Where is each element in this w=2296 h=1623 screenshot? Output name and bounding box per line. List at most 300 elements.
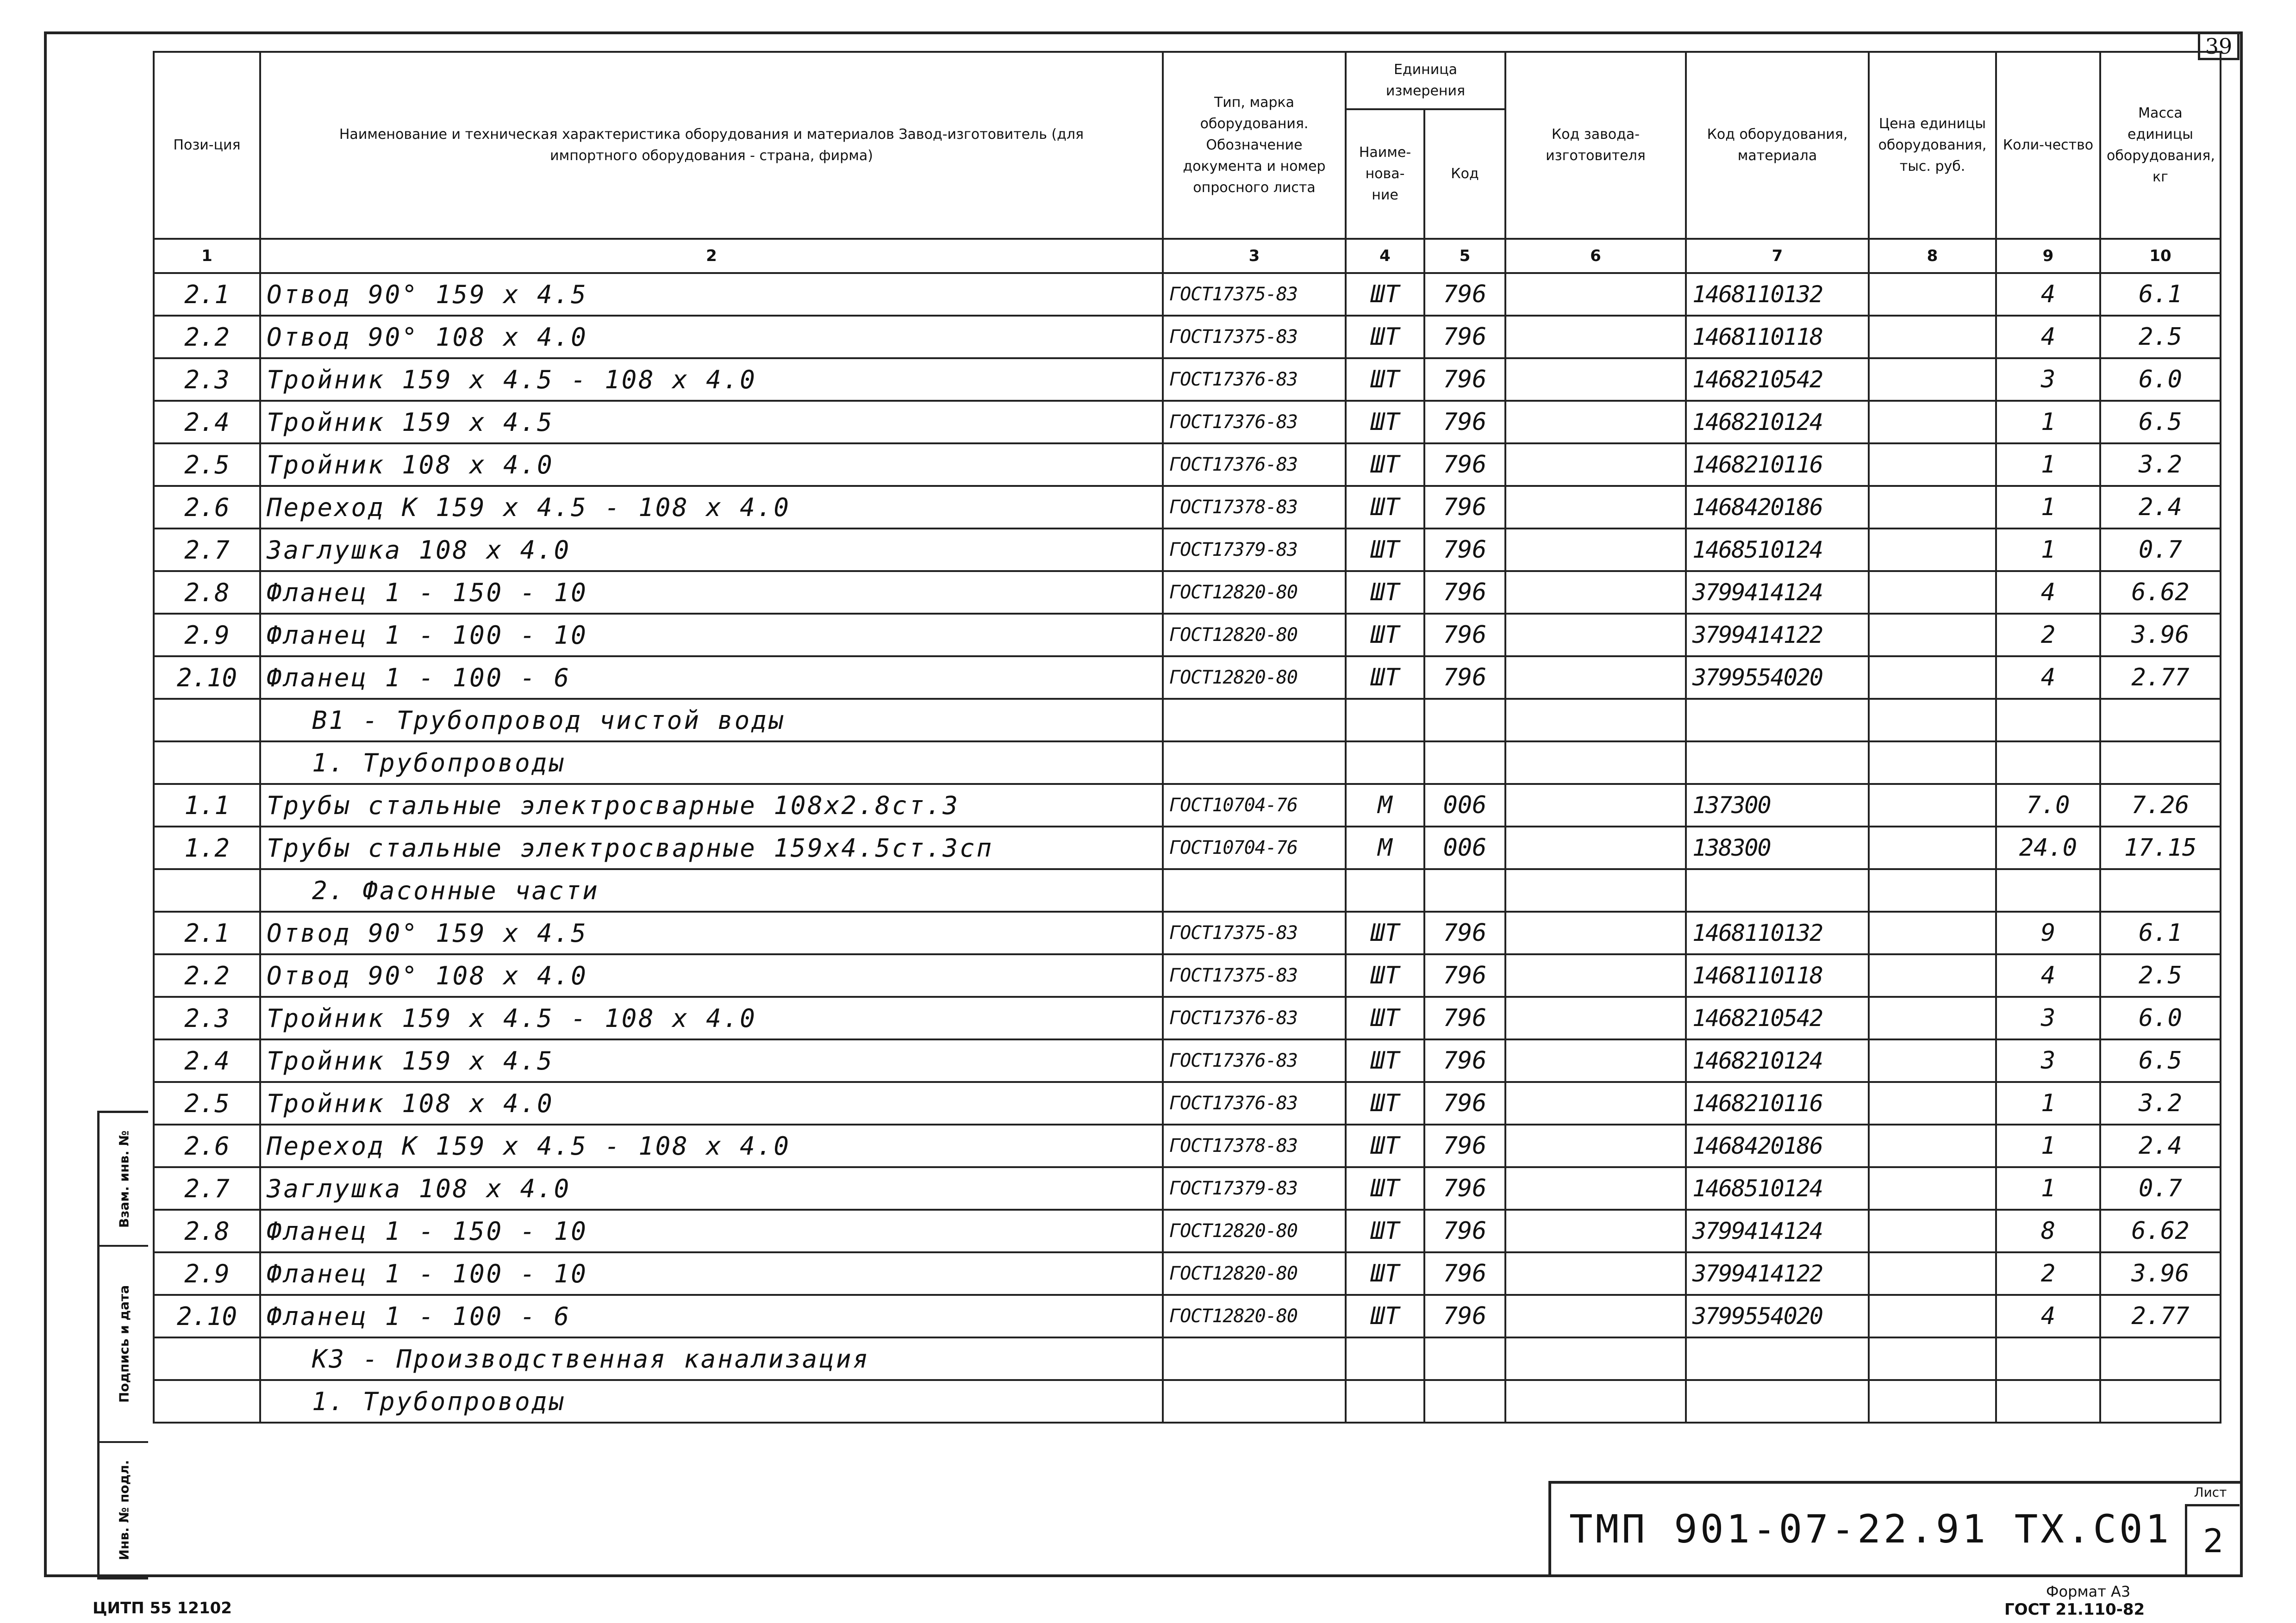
- cell-maker-code: [1505, 1380, 1686, 1423]
- table-row: [154, 358, 2221, 401]
- cell-unit: ШТ: [1346, 656, 1424, 699]
- cell-maker-code: [1505, 1039, 1686, 1082]
- cell-material-code: [1686, 869, 1869, 912]
- cell-gost: ГОСТ17375-83: [1163, 316, 1346, 358]
- cell-name: Тройник 108 х 4.0: [260, 1082, 1163, 1125]
- cell-unit-code: 796: [1424, 1082, 1505, 1125]
- section-row: [154, 1380, 2221, 1423]
- cell-unit-code: 796: [1424, 486, 1505, 529]
- cell-pos: 2.7: [154, 1167, 260, 1210]
- cell-unit-code: [1424, 869, 1505, 912]
- cell-qty: 4: [1996, 1295, 2100, 1337]
- cell-material-code: 1468110118: [1686, 954, 1869, 997]
- cell-qty: 24.0: [1996, 827, 2100, 869]
- cell-material-code: 1468210542: [1686, 358, 1869, 401]
- cell-price: [1869, 486, 1996, 529]
- column-number-row: [154, 239, 2221, 273]
- cell-unit-code: 796: [1424, 316, 1505, 358]
- cell-qty: [1996, 699, 2100, 741]
- cell-price: [1869, 316, 1996, 358]
- cell-gost: ГОСТ17379-83: [1163, 529, 1346, 571]
- cell-name: Тройник 159 х 4.5 - 108 х 4.0: [260, 997, 1163, 1039]
- cell-gost: ГОСТ17375-83: [1163, 273, 1346, 316]
- cell-maker-code: [1505, 316, 1686, 358]
- cell-unit-code: 796: [1424, 656, 1505, 699]
- binding-strip: [97, 1111, 148, 1579]
- cell-material-code: 1468210116: [1686, 1082, 1869, 1125]
- cell-name: Отвод 90° 108 х 4.0: [260, 954, 1163, 997]
- cell-mass: 6.0: [2100, 358, 2221, 401]
- cell-maker-code: [1505, 954, 1686, 997]
- cell-gost: ГОСТ17376-83: [1163, 443, 1346, 486]
- cell-qty: 4: [1996, 954, 2100, 997]
- cell-unit-code: 796: [1424, 1295, 1505, 1337]
- strip-label-inventory: Инв. № подл.: [116, 1460, 131, 1561]
- cell-unit: ШТ: [1346, 316, 1424, 358]
- cell-gost: ГОСТ12820-80: [1163, 571, 1346, 614]
- cell-price: [1869, 614, 1996, 656]
- cell-material-code: 1468210542: [1686, 997, 1869, 1039]
- header-name: Наименование и техническая характеристика оборудования и материалов Завод-изготовитель (для импортного оборудования - страна, фирма): [260, 52, 1163, 239]
- cell-unit-code: 796: [1424, 443, 1505, 486]
- cell-maker-code: [1505, 1337, 1686, 1380]
- cell-material-code: 1468210124: [1686, 1039, 1869, 1082]
- table-row: [154, 997, 2221, 1039]
- cell-mass: [2100, 699, 2221, 741]
- header-maker-code: Код завода-изготовителя: [1505, 52, 1686, 239]
- cell-pos: 2.4: [154, 1039, 260, 1082]
- cell-unit: ШТ: [1346, 443, 1424, 486]
- cell-price: [1869, 1039, 1996, 1082]
- cell-material-code: 137300: [1686, 784, 1869, 827]
- cell-mass: 17.15: [2100, 827, 2221, 869]
- cell-unit: ШТ: [1346, 1167, 1424, 1210]
- cell-unit: ШТ: [1346, 401, 1424, 443]
- cell-pos: [154, 1380, 260, 1423]
- cell-pos: [154, 699, 260, 741]
- col-num: 7: [1686, 239, 1869, 273]
- table-row: [154, 912, 2221, 954]
- cell-material-code: 3799414122: [1686, 614, 1869, 656]
- section-row: [154, 741, 2221, 784]
- col-num: 4: [1346, 239, 1424, 273]
- cell-gost: ГОСТ12820-80: [1163, 1252, 1346, 1295]
- cell-price: [1869, 1125, 1996, 1167]
- cell-qty: 1: [1996, 1082, 2100, 1125]
- cell-qty: [1996, 741, 2100, 784]
- cell-name: Трубы стальные электросварные 159х4.5ст.3сп: [260, 827, 1163, 869]
- cell-unit-code: 796: [1424, 1252, 1505, 1295]
- cell-qty: 1: [1996, 1125, 2100, 1167]
- cell-unit: ШТ: [1346, 358, 1424, 401]
- cell-maker-code: [1505, 273, 1686, 316]
- cell-unit-code: 796: [1424, 954, 1505, 997]
- cell-unit-code: 796: [1424, 614, 1505, 656]
- cell-pos: 2.10: [154, 1295, 260, 1337]
- cell-gost: ГОСТ17376-83: [1163, 1039, 1346, 1082]
- cell-qty: 4: [1996, 656, 2100, 699]
- cell-unit: [1346, 1380, 1424, 1423]
- cell-qty: 3: [1996, 997, 2100, 1039]
- cell-unit: [1346, 869, 1424, 912]
- cell-unit: ШТ: [1346, 1039, 1424, 1082]
- cell-name: 1. Трубопроводы: [260, 741, 1163, 784]
- cell-mass: 6.5: [2100, 1039, 2221, 1082]
- cell-maker-code: [1505, 656, 1686, 699]
- cell-unit-code: 796: [1424, 273, 1505, 316]
- cell-gost: ГОСТ12820-80: [1163, 614, 1346, 656]
- cell-price: [1869, 997, 1996, 1039]
- cell-pos: [154, 1337, 260, 1380]
- cell-material-code: 1468210124: [1686, 401, 1869, 443]
- col-num: 1: [154, 239, 260, 273]
- cell-pos: 2.10: [154, 656, 260, 699]
- cell-name: В1 - Трубопровод чистой воды: [260, 699, 1163, 741]
- cell-material-code: 3799554020: [1686, 1295, 1869, 1337]
- drawing-code: ТМП 901-07-22.91 ТХ.С01: [1569, 1506, 2172, 1552]
- cell-qty: 2: [1996, 614, 2100, 656]
- cell-price: [1869, 699, 1996, 741]
- table-row: [154, 1252, 2221, 1295]
- header-unit-code: Код: [1424, 109, 1505, 239]
- header-pos: Пози-ция: [154, 52, 260, 239]
- table-row: [154, 954, 2221, 997]
- table-row: [154, 1167, 2221, 1210]
- cell-unit-code: 796: [1424, 1125, 1505, 1167]
- cell-maker-code: [1505, 1082, 1686, 1125]
- cell-unit-code: [1424, 1337, 1505, 1380]
- cell-name: Переход К 159 х 4.5 - 108 х 4.0: [260, 1125, 1163, 1167]
- cell-price: [1869, 1295, 1996, 1337]
- cell-name: Тройник 159 х 4.5: [260, 1039, 1163, 1082]
- cell-qty: 4: [1996, 571, 2100, 614]
- cell-mass: 6.1: [2100, 273, 2221, 316]
- format-note: Формат А3: [2046, 1583, 2131, 1600]
- cell-gost: ГОСТ17376-83: [1163, 401, 1346, 443]
- cell-unit: ШТ: [1346, 571, 1424, 614]
- cell-mass: 2.4: [2100, 486, 2221, 529]
- header-equip-code: Код оборудования, материала: [1686, 52, 1869, 239]
- cell-maker-code: [1505, 1210, 1686, 1252]
- cell-name: Фланец 1 - 150 - 10: [260, 571, 1163, 614]
- cell-unit-code: 796: [1424, 529, 1505, 571]
- cell-pos: 2.6: [154, 1125, 260, 1167]
- cell-price: [1869, 656, 1996, 699]
- cell-mass: 6.5: [2100, 401, 2221, 443]
- cell-qty: 1: [1996, 401, 2100, 443]
- table-row: [154, 1125, 2221, 1167]
- col-num: 5: [1424, 239, 1505, 273]
- cell-pos: 2.5: [154, 443, 260, 486]
- col-num: 6: [1505, 239, 1686, 273]
- cell-maker-code: [1505, 912, 1686, 954]
- cell-pos: 2.4: [154, 401, 260, 443]
- cell-unit-code: 006: [1424, 827, 1505, 869]
- cell-unit: ШТ: [1346, 273, 1424, 316]
- cell-unit: ШТ: [1346, 614, 1424, 656]
- section-row: [154, 869, 2221, 912]
- cell-price: [1869, 1380, 1996, 1423]
- strip-cell: [100, 1247, 148, 1443]
- cell-name: Фланец 1 - 100 - 10: [260, 1252, 1163, 1295]
- cell-material-code: 138300: [1686, 827, 1869, 869]
- page-number: 39: [2198, 31, 2240, 60]
- cell-name: Фланец 1 - 100 - 10: [260, 614, 1163, 656]
- cell-unit-code: 796: [1424, 1167, 1505, 1210]
- cell-maker-code: [1505, 1167, 1686, 1210]
- cell-maker-code: [1505, 741, 1686, 784]
- cell-qty: 4: [1996, 273, 2100, 316]
- cell-material-code: [1686, 741, 1869, 784]
- table-row: [154, 1082, 2221, 1125]
- table-row: [154, 1210, 2221, 1252]
- cell-unit: ШТ: [1346, 486, 1424, 529]
- cell-material-code: 1468110132: [1686, 912, 1869, 954]
- cell-mass: 6.62: [2100, 1210, 2221, 1252]
- strip-label-replaced: Взам. инв. №: [116, 1130, 131, 1228]
- cell-maker-code: [1505, 699, 1686, 741]
- cell-material-code: [1686, 699, 1869, 741]
- cell-gost: ГОСТ17379-83: [1163, 1167, 1346, 1210]
- col-num: 9: [1996, 239, 2100, 273]
- cell-pos: 1.2: [154, 827, 260, 869]
- cell-pos: 2.9: [154, 1252, 260, 1295]
- cell-price: [1869, 401, 1996, 443]
- cell-qty: 7.0: [1996, 784, 2100, 827]
- table-row: [154, 486, 2221, 529]
- cell-unit: М: [1346, 827, 1424, 869]
- table-row: [154, 1295, 2221, 1337]
- cell-gost: ГОСТ10704-76: [1163, 827, 1346, 869]
- cell-gost: ГОСТ10704-76: [1163, 784, 1346, 827]
- cell-unit: [1346, 699, 1424, 741]
- cell-mass: [2100, 741, 2221, 784]
- cell-pos: 2.3: [154, 997, 260, 1039]
- cell-name: Отвод 90° 159 х 4.5: [260, 273, 1163, 316]
- cell-qty: 3: [1996, 358, 2100, 401]
- header-unit-name: Наиме-нова-ние: [1346, 109, 1424, 239]
- cell-qty: 2: [1996, 1252, 2100, 1295]
- col-num: 8: [1869, 239, 1996, 273]
- cell-mass: 2.5: [2100, 316, 2221, 358]
- cell-price: [1869, 443, 1996, 486]
- cell-price: [1869, 954, 1996, 997]
- cell-mass: 6.1: [2100, 912, 2221, 954]
- cell-pos: 2.8: [154, 1210, 260, 1252]
- cell-qty: [1996, 869, 2100, 912]
- cell-name: Отвод 90° 159 х 4.5: [260, 912, 1163, 954]
- table-row: [154, 614, 2221, 656]
- cell-maker-code: [1505, 401, 1686, 443]
- cell-maker-code: [1505, 784, 1686, 827]
- cell-price: [1869, 1252, 1996, 1295]
- cell-name: 1. Трубопроводы: [260, 1380, 1163, 1423]
- cell-material-code: 1468420186: [1686, 486, 1869, 529]
- table-row: [154, 784, 2221, 827]
- cell-material-code: 3799414124: [1686, 571, 1869, 614]
- cell-material-code: [1686, 1380, 1869, 1423]
- cell-maker-code: [1505, 869, 1686, 912]
- cell-pos: 2.7: [154, 529, 260, 571]
- cell-qty: 3: [1996, 1039, 2100, 1082]
- cell-mass: 0.7: [2100, 1167, 2221, 1210]
- cell-price: [1869, 784, 1996, 827]
- cell-name: К3 - Производственная канализация: [260, 1337, 1163, 1380]
- cell-name: Фланец 1 - 100 - 6: [260, 656, 1163, 699]
- cell-gost: ГОСТ17378-83: [1163, 486, 1346, 529]
- cell-unit-code: 796: [1424, 1210, 1505, 1252]
- cell-pos: 2.2: [154, 954, 260, 997]
- table-row: [154, 401, 2221, 443]
- cell-pos: 2.8: [154, 571, 260, 614]
- strip-label-signature: Подпись и дата: [116, 1285, 131, 1403]
- cell-name: Фланец 1 - 100 - 6: [260, 1295, 1163, 1337]
- cell-material-code: 1468510124: [1686, 1167, 1869, 1210]
- cell-gost: [1163, 1380, 1346, 1423]
- cell-qty: 1: [1996, 486, 2100, 529]
- cell-unit-code: [1424, 1380, 1505, 1423]
- cell-mass: 6.0: [2100, 997, 2221, 1039]
- cell-pos: [154, 741, 260, 784]
- cipp-stamp: ЦИТП 55 12102: [93, 1599, 232, 1617]
- cell-unit-code: 796: [1424, 401, 1505, 443]
- cell-unit: [1346, 741, 1424, 784]
- table-row: [154, 273, 2221, 316]
- cell-mass: [2100, 1337, 2221, 1380]
- cell-price: [1869, 912, 1996, 954]
- cell-gost: ГОСТ17376-83: [1163, 997, 1346, 1039]
- cell-price: [1869, 1210, 1996, 1252]
- cell-unit-code: 796: [1424, 1039, 1505, 1082]
- cell-unit: ШТ: [1346, 1125, 1424, 1167]
- cell-material-code: 1468110118: [1686, 316, 1869, 358]
- cell-material-code: 1468510124: [1686, 529, 1869, 571]
- cell-material-code: 3799554020: [1686, 656, 1869, 699]
- cell-price: [1869, 1337, 1996, 1380]
- section-row: [154, 699, 2221, 741]
- cell-mass: 3.96: [2100, 614, 2221, 656]
- cell-gost: ГОСТ12820-80: [1163, 1295, 1346, 1337]
- cell-qty: 1: [1996, 1167, 2100, 1210]
- cell-mass: 2.4: [2100, 1125, 2221, 1167]
- cell-unit: ШТ: [1346, 1210, 1424, 1252]
- cell-maker-code: [1505, 529, 1686, 571]
- cell-gost: ГОСТ17376-83: [1163, 1082, 1346, 1125]
- cell-price: [1869, 358, 1996, 401]
- cell-pos: 2.6: [154, 486, 260, 529]
- cell-unit: ШТ: [1346, 529, 1424, 571]
- table-row: [154, 656, 2221, 699]
- cell-mass: 2.77: [2100, 656, 2221, 699]
- cell-mass: 0.7: [2100, 529, 2221, 571]
- cell-price: [1869, 273, 1996, 316]
- cell-qty: [1996, 1337, 2100, 1380]
- cell-maker-code: [1505, 443, 1686, 486]
- cell-name: 2. Фасонные части: [260, 869, 1163, 912]
- cell-qty: 4: [1996, 316, 2100, 358]
- cell-unit-code: [1424, 741, 1505, 784]
- cell-pos: 2.1: [154, 912, 260, 954]
- cell-name: Заглушка 108 х 4.0: [260, 1167, 1163, 1210]
- cell-name: Переход К 159 х 4.5 - 108 х 4.0: [260, 486, 1163, 529]
- cell-gost: ГОСТ17375-83: [1163, 912, 1346, 954]
- cell-unit-code: 796: [1424, 912, 1505, 954]
- cell-name: Фланец 1 - 150 - 10: [260, 1210, 1163, 1252]
- cell-maker-code: [1505, 827, 1686, 869]
- cell-price: [1869, 1167, 1996, 1210]
- cell-gost: [1163, 699, 1346, 741]
- specification-table: [153, 51, 2221, 1424]
- cell-gost: ГОСТ12820-80: [1163, 656, 1346, 699]
- cell-name: Отвод 90° 108 х 4.0: [260, 316, 1163, 358]
- cell-unit: ШТ: [1346, 1295, 1424, 1337]
- cell-price: [1869, 741, 1996, 784]
- cell-pos: 2.9: [154, 614, 260, 656]
- col-num: 3: [1163, 239, 1346, 273]
- cell-unit-code: 796: [1424, 358, 1505, 401]
- cell-name: Тройник 159 х 4.5: [260, 401, 1163, 443]
- cell-pos: 1.1: [154, 784, 260, 827]
- cell-pos: 2.1: [154, 273, 260, 316]
- cell-material-code: [1686, 1337, 1869, 1380]
- cell-gost: ГОСТ17376-83: [1163, 358, 1346, 401]
- cell-unit-code: 796: [1424, 997, 1505, 1039]
- header-price: Цена единицы оборудования, тыс. руб.: [1869, 52, 1996, 239]
- col-num: 10: [2100, 239, 2221, 273]
- cell-unit: ШТ: [1346, 912, 1424, 954]
- cell-gost: ГОСТ12820-80: [1163, 1210, 1346, 1252]
- cell-unit-code: 006: [1424, 784, 1505, 827]
- table-row: [154, 443, 2221, 486]
- header-qty: Коли-чество: [1996, 52, 2100, 239]
- cell-pos: [154, 869, 260, 912]
- col-num: 2: [260, 239, 1163, 273]
- cell-mass: 2.77: [2100, 1295, 2221, 1337]
- cell-gost: [1163, 869, 1346, 912]
- cell-material-code: 1468420186: [1686, 1125, 1869, 1167]
- cell-mass: [2100, 1380, 2221, 1423]
- header-type: Тип, марка оборудования. Обозначение документа и номер опросного листа: [1163, 52, 1346, 239]
- gost-footer: ГОСТ 21.110-82: [2004, 1600, 2145, 1619]
- table-row: [154, 571, 2221, 614]
- cell-maker-code: [1505, 1125, 1686, 1167]
- cell-qty: 9: [1996, 912, 2100, 954]
- cell-qty: 1: [1996, 529, 2100, 571]
- table-row: [154, 316, 2221, 358]
- cell-qty: 1: [1996, 443, 2100, 486]
- cell-pos: 2.3: [154, 358, 260, 401]
- cell-price: [1869, 827, 1996, 869]
- cell-maker-code: [1505, 997, 1686, 1039]
- cell-mass: 2.5: [2100, 954, 2221, 997]
- cell-pos: 2.2: [154, 316, 260, 358]
- cell-unit-code: 796: [1424, 571, 1505, 614]
- cell-material-code: 1468110132: [1686, 273, 1869, 316]
- cell-price: [1869, 529, 1996, 571]
- table-row: [154, 1039, 2221, 1082]
- cell-mass: 3.2: [2100, 1082, 2221, 1125]
- cell-maker-code: [1505, 571, 1686, 614]
- cell-maker-code: [1505, 614, 1686, 656]
- cell-unit: ШТ: [1346, 954, 1424, 997]
- table-row: [154, 529, 2221, 571]
- strip-cell: [100, 1113, 148, 1247]
- cell-name: Тройник 159 х 4.5 - 108 х 4.0: [260, 358, 1163, 401]
- sheet-label: Лист: [2194, 1485, 2227, 1500]
- cell-price: [1869, 869, 1996, 912]
- cell-gost: ГОСТ17378-83: [1163, 1125, 1346, 1167]
- cell-material-code: 3799414124: [1686, 1210, 1869, 1252]
